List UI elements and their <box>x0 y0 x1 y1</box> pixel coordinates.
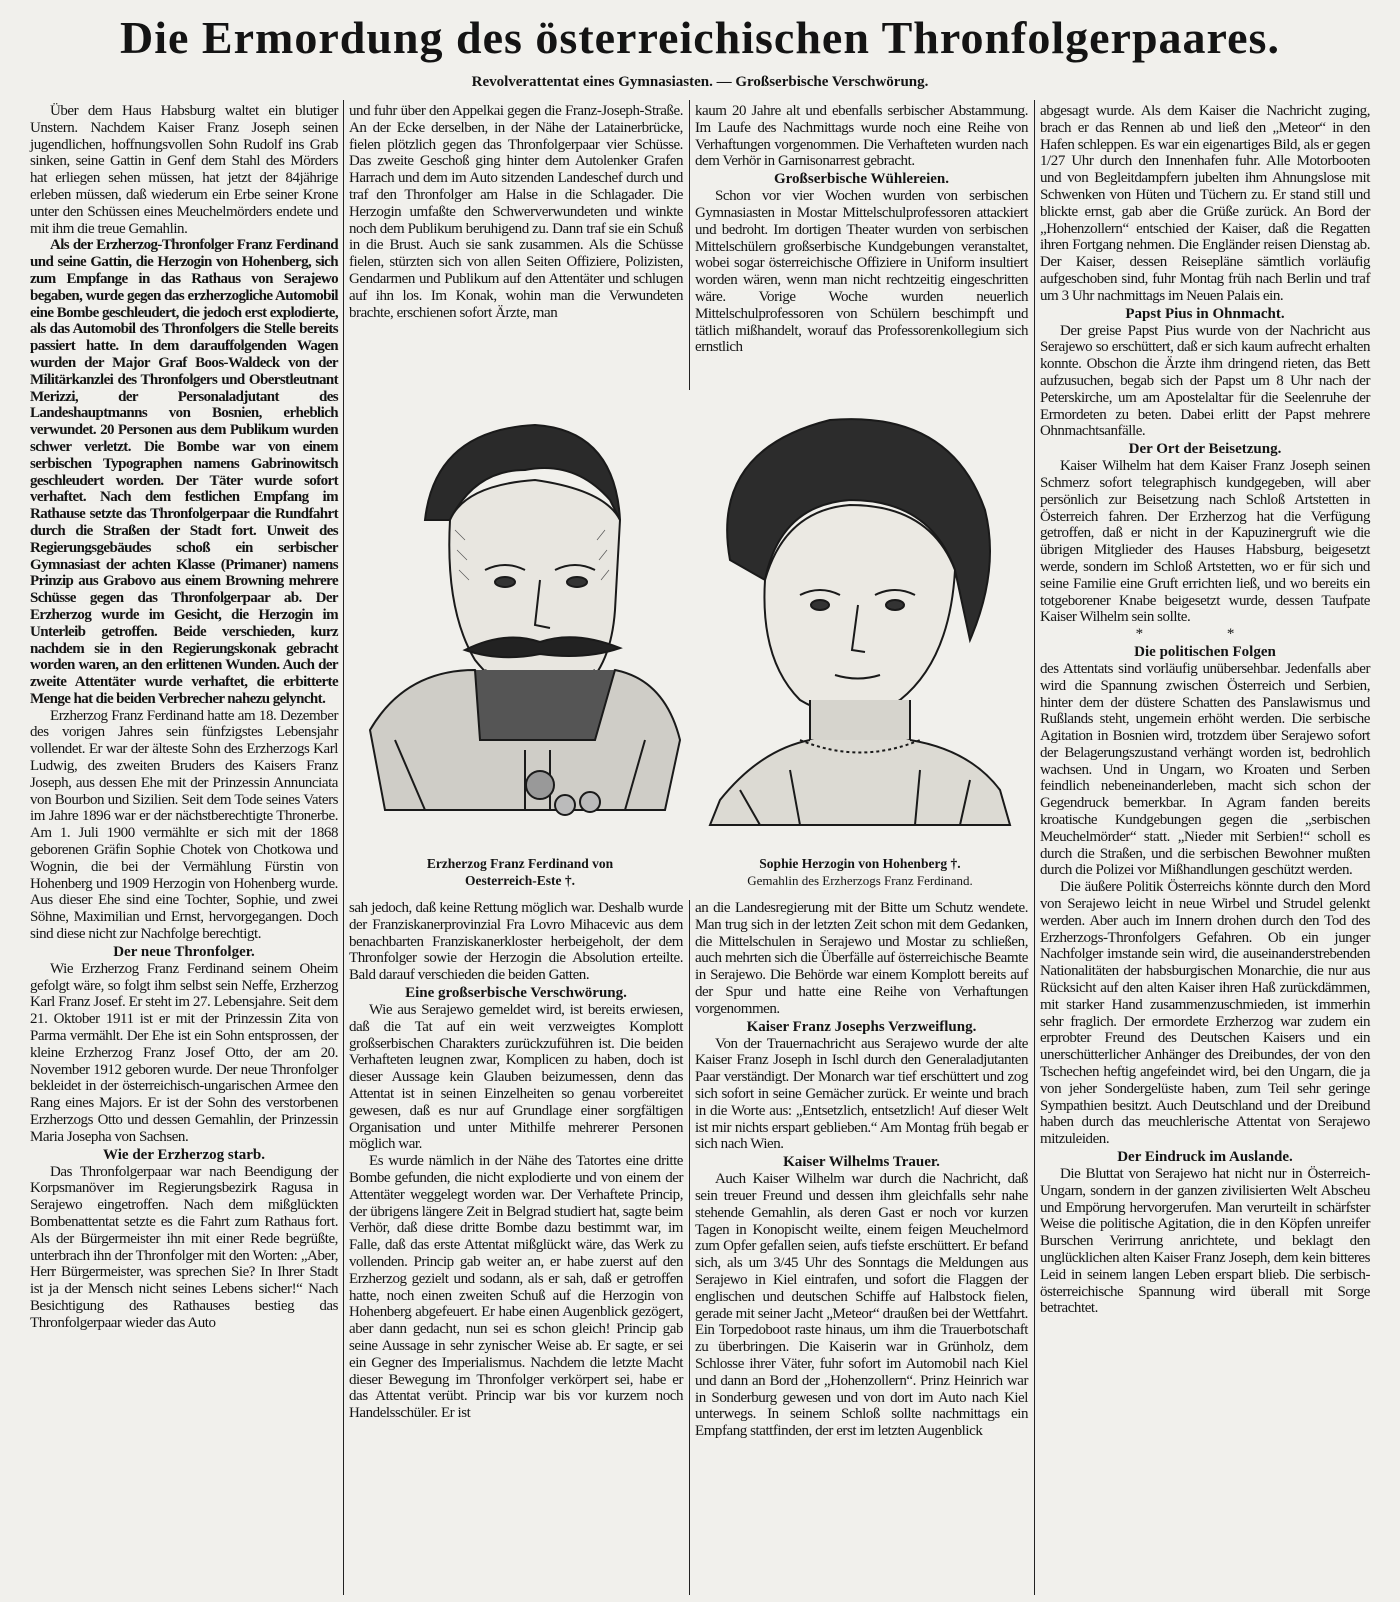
section-heading: Der Ort der Beisetzung. <box>1128 441 1282 458</box>
article-column-4 <box>1040 103 1370 1317</box>
article-paragraph: kaum 20 Jahre alt und ebenfalls serbischer Abstammung. Im Laufe des Nachmittags wurde noch eine Reihe von Verhaftungen vorgenommen. Die Verhafteten wurden nach dem Verhör in Garnisonarrest gebracht. <box>695 103 1028 170</box>
article-paragraph: Erzherzog Franz Ferdinand hatte am 18. Dezember des vorigen Jahres sein fünfzigstes Lebensjahr vollendet. Er war der älteste Sohn des Erzherzogs Karl Ludwig, des zweiten Bruders des Kaisers Franz Joseph, aus dessen Ehe mit der Prinzessin Annunciata von Bourbon und Sizilien. Seit dem Tode seines Vaters im Jahre 1896 war er der nächstberechtigte Thronerbe. Am 1. Juli 1900 vermählte er sich mit der 1868 geborenen Gräfin Sophie Chotek von Chotkowa und Wognin, die bei der Vermählung Fürstin von Hohenberg und 1909 Herzogin von Hohenberg wurde. Aus dieser Ehe sind eine Tochter, Sophie, und zwei Söhne, Maximilian und Ernst, hervorgegangen. Doch sind diese nicht zur Nachfolge berechtigt. <box>30 707 338 943</box>
section-heading: Die politischen Folgen <box>1134 643 1276 660</box>
caption-line: Sophie Herzogin von Hohenberg †. <box>759 856 961 871</box>
section-heading: Kaiser Wilhelms Trauer. <box>783 1154 940 1171</box>
section-heading: Eine großserbische Verschwörung. <box>405 984 627 1001</box>
article-paragraph: Es wurde nämlich in der Nähe des Tatortes eine dritte Bombe gefunden, die nicht explodierte und von einem der Attentäter weggelegt worden war. Der Verhaftete Princip, der übrigens längere Zeit in Belgrad studiert hat, sagte beim Verhör, daß diese dritte Bombe dazu bestimmt war, im Falle, daß das erste Attentat mißglückt wäre, das Werk zu vollenden. Princip gab weiter an, er habe zuerst auf den Erzherzog gezielt und sodann, als er sah, daß er getroffen hatte, noch einen zweiten Schuß auf die Herzogin von Hohenberg abgefeuert. Er habe einen Augenblick gezögert, aber dann gedacht, nun sei es schon gleich! Princip gab seine Aussage in sehr zynischer Weise ab. Er sagte, er sei ein Gegner des Imperialismus. Nachdem die letzte Macht dieser Bewegung im Thronfolger verkörpert sei, habe er das Attentat verübt. Princip war bis vor kurzem noch Handelsschüler. Er ist <box>349 1153 683 1422</box>
article-paragraph: Das Thronfolgerpaar war nach Beendigung der Korpsmanöver im Regierungsbezirk Ragusa in Serajewo eingetroffen. Nach dem mißglückten Bombenattentat setzte es die Fahrt zum Rathaus fort. Als der Bürgermeister ihn mit einer Rede begrüßte, unterbrach ihn der Thronfolger mit den Worten: „Aber, Herr Bürgermeister, was sprechen Sie? In Ihrer Stadt ist ja der Mensch nicht seines Lebens sicher!“ Nach Besichtigung des Rathauses bestieg das Thronfolgerpaar wieder das Auto <box>30 1163 338 1331</box>
article-paragraph: sah jedoch, daß keine Rettung möglich war. Deshalb wurde der Franziskanerprovinzial Fra Lovro Mihacevic aus dem benachbarten Franziskanerkloster herbeigeholt, der dem Thronfolger sowie der Herzogin die Absolution erteilte. Bald darauf verschieden die beiden Gatten. <box>349 900 683 984</box>
caption-sophie <box>700 855 1020 889</box>
section-heading: Wie der Erzherzog starb. <box>103 1146 265 1163</box>
column-divider <box>689 900 690 1595</box>
article-paragraph: Die äußere Politik Österreichs könnte durch den Mord von Serajewo leicht in neue Wirbel und Strudel gelenkt werden. Aber auch im Innern drohen durch den Tod des Erzherzogs-Thronfolgers Gefahren. Ob ein junger Nachfolger imstande sein wird, die auseinanderstrebenden Nationalitäten der habsburgischen Monarchie, die nur aus Rücksicht auf den alten Kaiser ihren Haß zurückdämmen, mit starker Hand zusammenzuschmieden, ist immerhin sehr fraglich. Der ermordete Erzherzog war zudem ein erprobter Freund des Deutschen Kaisers und ein unerschütterlicher Anhänger des Dreibundes, der von den Tschechen heftig angefeindet wird, bei den Ungarn, die ja von jeher Sondergelüste haben, zum Teil sehr geringe Sympathien besitzt. Auch Deutschland und der Dreibund haben durch das meuchlerische Attentat von Serajewo mitzuleiden. <box>1040 879 1370 1148</box>
article-paragraph: Der greise Papst Pius wurde von der Nachricht aus Serajewo so erschüttert, daß er sich kaum aufrecht erhalten konnte. Obschon die Ärzte ihm dringend rieten, das Bett aufzusuchen, begab sich der Papst um 8 Uhr nach der Peterskirche, um am Apostelaltar für die Seelenruhe der Ermordeten zu beten. Dabei erlitt der Papst mehrere Ohnmachtsanfälle. <box>1040 322 1370 440</box>
section-separator: * * <box>1135 626 1275 643</box>
section-heading: Kaiser Franz Josephs Verzweiflung. <box>746 1018 977 1035</box>
article-column-2-top <box>349 103 683 321</box>
article-paragraph: Wie Erzherzog Franz Ferdinand seinem Oheim gefolgt wäre, so folgt ihm selbst sein Neffe, Erzherzog Karl Franz Josef. Er steht im 27. Lebensjahre. Seit dem 21. Oktober 1911 ist er mit der Prinzessin Zita von Parma vermählt. Der Ehe ist ein Sohn entsprossen, der kleine Erzherzog Franz Josef Otto, der am 20. November 1912 geboren wurde. Der neue Thronfolger bekleidet in der österreichisch-ungarischen Armee den Rang eines Majors. Er ist der Sohn des verstorbenen Erzherzogs Otto und dessen Gemahlin, der Prinzessin Maria Josepha von Sachsen. <box>30 960 338 1145</box>
article-paragraph: des Attentats sind vorläufig unübersehbar. Jedenfalls aber wird die Spannung zwischen Österreich und Serbien, hinter dem der düstere Schatten des Panslawismus und Rußlands steht, ungemein erhöht werden. Die serbische Agitation in Bosnien wird, trotzdem über Serajewo sofort der Belagerungszustand verhängt worden ist, bedrohlich wachsen. Und in Ungarn, wo Kroaten und Serben feindlich nebeneinanderleben, macht sich schon der Gegendruck bemerkbar. In Agram fanden bereits kroatische Kundgebungen gegen die „serbischen Meuchelmörder“ statt. „Nieder mit Serbien!“ scholl es durch die Straßen, und die serbischen Bewohner mußten durch die Polizei vor Mißhandlungen geschützt werden. <box>1040 660 1370 879</box>
section-heading: Der Eindruck im Auslande. <box>1117 1149 1293 1166</box>
caption-franz-ferdinand <box>360 855 680 889</box>
article-column-3-bottom <box>695 900 1028 1440</box>
article-paragraph: an die Landesregierung mit der Bitte um Schutz wendete. Man trug sich in der letzten Zeit schon mit dem Gedanken, die Mittelschulen in Serajewo und Mostar zu schließen, auch mehrten sich die Überfälle auf österreichische Beamte in Serajewo. Die Behörde war einem Komplott bereits auf der Spur und hatte eine Reihe von Verhaftungen vorgenommen. <box>695 900 1028 1017</box>
caption-subline: Gemahlin des Erzherzogs Franz Ferdinand. <box>747 873 973 888</box>
article-paragraph: Über dem Haus Habsburg waltet ein blutiger Unstern. Nachdem Kaiser Franz Joseph seinen jugendlichen, hoffnungsvollen Sohn Rudolf ins Grab sinken, seine Gattin in Genf dem Stahl des Mörders hat erliegen sehen müssen, hat jetzt der 84jährige erleben müssen, daß wiederum ein Erbe seiner Krone unter den Schüssen eines Meuchelmörders endete und mit ihm die treue Gemahlin. <box>30 103 338 237</box>
article-paragraph: Von der Trauernachricht aus Serajewo wurde der alte Kaiser Franz Joseph in Ischl durch den Generaladjutanten Paar verständigt. Der Monarch war tief erschüttert und zog sich sofort in seine Gemächer zurück. Er weinte und brach in die Worte aus: „Entsetzlich, entsetzlich! Auf dieser Welt ist mir nichts erspart geblieben.“ Am Montag früh begab er sich nach Wien. <box>695 1035 1028 1153</box>
section-heading: Der neue Thronfolger. <box>113 943 255 960</box>
article-column-2-bottom <box>349 900 683 1422</box>
article-paragraph: abgesagt wurde. Als dem Kaiser die Nachricht zuging, brach er das Rennen ab und ließ den „Meteor“ in den Hafen schleppen. Es war ein eigenartiges Bild, als er gegen 1/27 Uhr durch den Innenhafen fuhr. Alle Motorbooten und von Begleitdampfern jubelten ihm Ahnungslose mit Schwenken von Hüten und Tüchern zu. Er stand still und blickte ernst, gab aber die Grüße zurück. An Bord der „Hohenzollern“ entschied der Kaiser, daß die Regatten ihren Fortgang nehmen. Die Engländer reisen Dienstag ab. Der Kaiser, dessen Reisepläne sämtlich vorläufig aufgeschoben sind, fuhr Montag früh nach Berlin und traf um 3 Uhr nachmittags im Neuen Palais ein. <box>1040 103 1370 304</box>
article-paragraph: Schon vor vier Wochen wurden von serbischen Gymnasiasten in Mostar Mittelschulprofessoren attackiert und bedroht. Im dortigen Theater wurden von serbischen Mittelschülern großserbische Kundgebungen veranstaltet, wobei sogar österreichische Offiziere in Uniform insultiert worden wären, wenn man nicht rechtzeitig eingeschritten wäre. Vorige Woche wurden neuerlich Mittelschulprofessoren von Schülern beschimpft und tätlich mißhandelt, worauf das Professorenkollegium sich ernstlich <box>695 188 1028 356</box>
article-paragraph: und fuhr über den Appelkai gegen die Franz-Joseph-Straße. An der Ecke derselben, in der Nähe der Latainerbrücke, fielen plötzlich gegen das Thronfolgerpaar vier Schüsse. Das zweite Geschoß ging hinter dem Autolenker Grafen Harrach und dem im Auto sitzenden Landeschef durch und traf den Thronfolger am Halse in die Schlagader. Die Herzogin umfaßte den Schwerverwundeten und winkte noch dem Publikum beruhigend zu. Dann traf sie ein Schuß in die Brust. Auch sie sank zusammen. Als die Schüsse fielen, stürzten sich von allen Seiten Offiziere, Polizisten, Gendarmen und Publikum auf den Attentäter und schlugen auf ihn los. Im Konak, wohin man die Verwundeten brachte, erschienen sofort Ärzte, man <box>349 103 683 321</box>
article-paragraph: Kaiser Wilhelm hat dem Kaiser Franz Joseph seinen Schmerz sofort telegraphisch kundgegeben, will aber persönlich zur Beisetzung nach Schloß Artstetten in Österreich fahren. Der Erzherzog hat die Verfügung getroffen, daß er nicht in der Kapuzinergruft wie die übrigen Mitglieder des Hauses Habsburg, beigesetzt werde, sondern im Schloß Artstetten, wo er für sich und seine Familie eine Gruft errichten ließ, und wo bereits ein totgeborener Knabe beigesetzt wurde, dessen Taufpate Kaiser Wilhelm sein sollte. <box>1040 458 1370 626</box>
section-heading: Großserbische Wühlereien. <box>773 171 949 188</box>
headline: Die Ermordung des österreichischen Thronfolgerpaares. <box>120 12 1280 63</box>
section-heading: Papst Pius in Ohnmacht. <box>1125 305 1285 322</box>
portrait-franz-ferdinand <box>365 410 685 840</box>
caption-line: Oesterreich-Este †. <box>465 873 575 888</box>
column-divider <box>343 100 344 1595</box>
column-divider <box>1034 100 1035 1595</box>
column-divider <box>689 100 690 390</box>
subheadline: Revolverattentat eines Gymnasiasten. — Großserbische Verschwörung. <box>471 74 929 90</box>
article-column-3-top <box>695 103 1028 356</box>
article-paragraph: Als der Erzherzog-Thronfolger Franz Ferdinand und seine Gattin, die Herzogin von Hohenberg, sich zum Empfange in das Rathaus von Serajewo begaben, wurde gegen das erzherzogliche Automobil eine Bombe geschleudert, die jedoch erst explodierte, als das Automobil des Thronfolgers die Stelle bereits passiert hatte. In dem darauffolgenden Wagen wurden der Major Graf Boos-Waldeck von der Militärkanzlei des Thronfolgers und Oberstleutnant Merizzi, der Personaladjutant des Landeshauptmanns von Bosnien, erheblich verwundet. 20 Personen aus dem Publikum wurden schwer verletzt. Die Bombe war von einem serbischen Typographen namens Gabrinowitsch geschleudert worden. Der Täter wurde sofort verhaftet. Nach dem festlichen Empfang im Rathause setzte das Thronfolgerpaar die Rundfahrt durch die Straßen der Stadt fort. Unweit des Regierungsgebäudes schoß ein serbischer Gymnasiast der achten Klasse (Primaner) namens Prinzip aus Grabovo aus einem Browning mehrere Schüsse gegen das Thronfolgerpaar ab. Der Erzherzog wurde im Gesicht, die Herzogin im Unterleib getroffen. Beide verschieden, kurz nachdem sie in den Regierungskonak gebracht worden waren, an den erlittenen Wunden. Auch der zweite Attentäter wurde verhaftet, die erbitterte Menge hat die beiden Verbrecher nahezu gelyncht. <box>30 237 338 707</box>
article-column-1 <box>30 103 338 1332</box>
article-paragraph: Wie aus Serajewo gemeldet wird, ist bereits erwiesen, daß die Tat auf ein weit verzweigtes Komplott großserbischen Charakters zurückzuführen ist. Die beiden Verhafteten leugnen zwar, Komplicen zu haben, doch ist dieser Aussage kein Glauben beizumessen, denn das Attentat ist in seinen Einzelheiten so genau vorbereitet gewesen, daß es nur auf Grundlage einer sorgfältigen Organisation und unter Mithilfe mehrerer Personen möglich war. <box>349 1001 683 1153</box>
article-paragraph: Auch Kaiser Wilhelm war durch die Nachricht, daß sein treuer Freund und dessen ihm gleichfalls sehr nahe stehende Gemahlin, als deren Gast er noch vor kurzen Tagen in Konopischt weilte, einem feigen Meuchelmord zum Opfer gefallen seien, aufs tiefste erschüttert. Er befand sich, als um 3/45 Uhr des Sonntags die Meldungen aus Serajewo in Kiel eintrafen, und sofort die Flaggen der englischen und deutschen Schiffe auf Halbstock fielen, gerade mit seiner Jacht „Meteor“ draußen bei der Wettfahrt. Ein Torpedoboot raste hinaus, um ihm die Trauerbotschaft zu überbringen. Die Kaiserin war in Grünholz, dem Schlosse ihrer Väter, fuhr sofort im Automobil nach Kiel und dann an Bord der „Hohenzollern“. Prinz Heinrich war in Sonderburg gewesen und von dort im Auto nach Kiel unterwegs. In seinem Schloß sollte nachmittags ein Empfang stattfinden, der erst im letzten Augenblick <box>695 1171 1028 1440</box>
portrait-sophie-von-hohenberg <box>700 410 1020 830</box>
article-paragraph: Die Bluttat von Serajewo hat nicht nur in Österreich-Ungarn, sondern in der ganzen zivilisierten Welt Abscheu und Empörung hervorgerufen. Man verurteilt in schärfster Weise die politische Agitation, die in den Köpfen unreifer Burschen Verirrung anrichtete, und beklagt den unglücklichen alten Kaiser Franz Joseph, dem kein bitteres Leid in seinem langen Leben erspart blieb. Die serbisch-österreichische Spannung wird überall mit Sorge betrachtet. <box>1040 1166 1370 1317</box>
caption-line: Erzherzog Franz Ferdinand von <box>426 856 614 871</box>
